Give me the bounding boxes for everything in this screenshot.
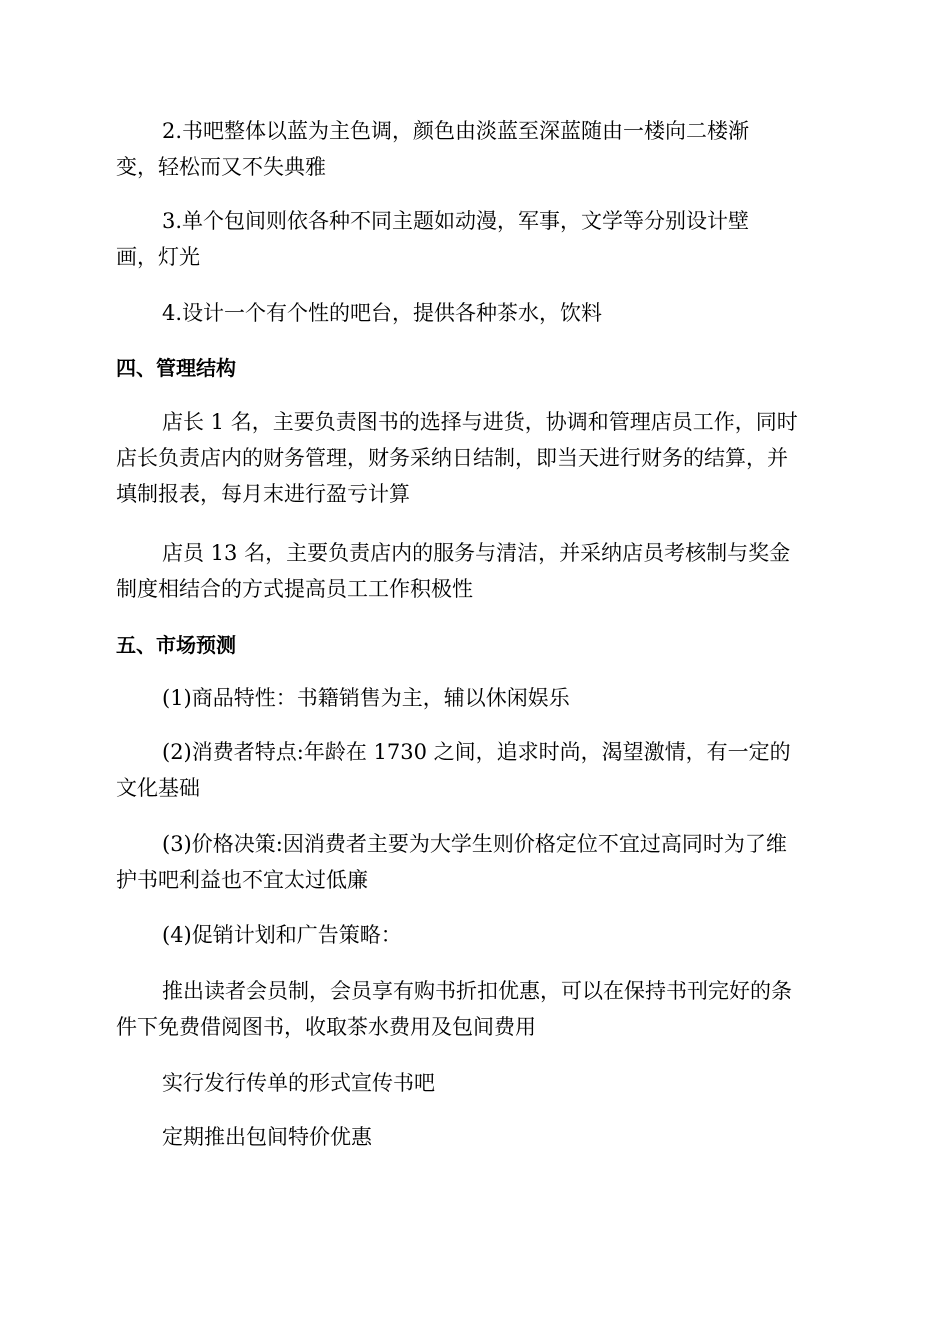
heading-text: 五、市场预测 xyxy=(116,633,236,657)
section-heading-management-structure xyxy=(116,350,836,386)
paragraph-line: 3.单个包间则依各种不同主题如动漫，军事，文学等分别设计壁 xyxy=(162,209,750,233)
paragraph-line: 制度相结合的方式提高员工工作积极性 xyxy=(116,577,473,601)
paragraph-line: (4)促销计划和广告策略： xyxy=(162,923,402,947)
paragraph-product-features xyxy=(116,680,836,716)
paragraph-4-bar-counter xyxy=(116,295,836,331)
paragraph-line: (2)消费者特点:年龄在 1730 之间，追求时尚，渴望激情，有一定的 xyxy=(162,740,791,764)
paragraph-line: 填制报表，每月末进行盈亏计算 xyxy=(116,482,410,506)
paragraph-line: 店长 1 名，主要负责图书的选择与进货，协调和管理店员工作，同时 xyxy=(162,410,798,434)
paragraph-line: 推出读者会员制，会员享有购书折扣优惠，可以在保持书刊完好的条 xyxy=(162,979,792,1003)
paragraph-line: 2.书吧整体以蓝为主色调，颜色由淡蓝至深蓝随由一楼向二楼渐 xyxy=(162,119,750,143)
paragraph-store-staff xyxy=(116,535,836,607)
paragraph-line: 画，灯光 xyxy=(116,245,200,269)
paragraph-line: 变，轻松而又不失典雅 xyxy=(116,155,326,179)
paragraph-membership xyxy=(116,973,836,1045)
paragraph-store-manager xyxy=(116,404,836,512)
heading-text: 四、管理结构 xyxy=(116,356,236,380)
section-heading-market-forecast xyxy=(116,627,836,663)
paragraph-line: (3)价格决策:因消费者主要为大学生则价格定位不宜过高同时为了维 xyxy=(162,832,787,856)
paragraph-room-discounts xyxy=(116,1119,836,1155)
paragraph-3-private-rooms xyxy=(116,203,836,275)
paragraph-line: 件下免费借阅图书，收取茶水费用及包间费用 xyxy=(116,1015,536,1039)
paragraph-line: 护书吧利益也不宜太过低廉 xyxy=(116,868,368,892)
paragraph-line: 店长负责店内的财务管理，财务采纳日结制，即当天进行财务的结算，并 xyxy=(116,446,788,470)
paragraph-2-color-theme xyxy=(116,113,836,185)
paragraph-flyers xyxy=(116,1065,836,1101)
paragraph-line: 定期推出包间特价优惠 xyxy=(162,1125,372,1149)
paragraph-line: 店员 13 名，主要负责店内的服务与清洁，并采纳店员考核制与奖金 xyxy=(162,541,791,565)
paragraph-line: 文化基础 xyxy=(116,776,200,800)
paragraph-line: 4.设计一个有个性的吧台，提供各种茶水，饮料 xyxy=(162,301,603,325)
paragraph-promotion-plan xyxy=(116,917,836,953)
paragraph-line: 实行发行传单的形式宣传书吧 xyxy=(162,1071,435,1095)
paragraph-pricing-decision xyxy=(116,826,836,898)
paragraph-consumer-features xyxy=(116,734,836,806)
paragraph-line: (1)商品特性：书籍销售为主，辅以休闲娱乐 xyxy=(162,686,570,710)
